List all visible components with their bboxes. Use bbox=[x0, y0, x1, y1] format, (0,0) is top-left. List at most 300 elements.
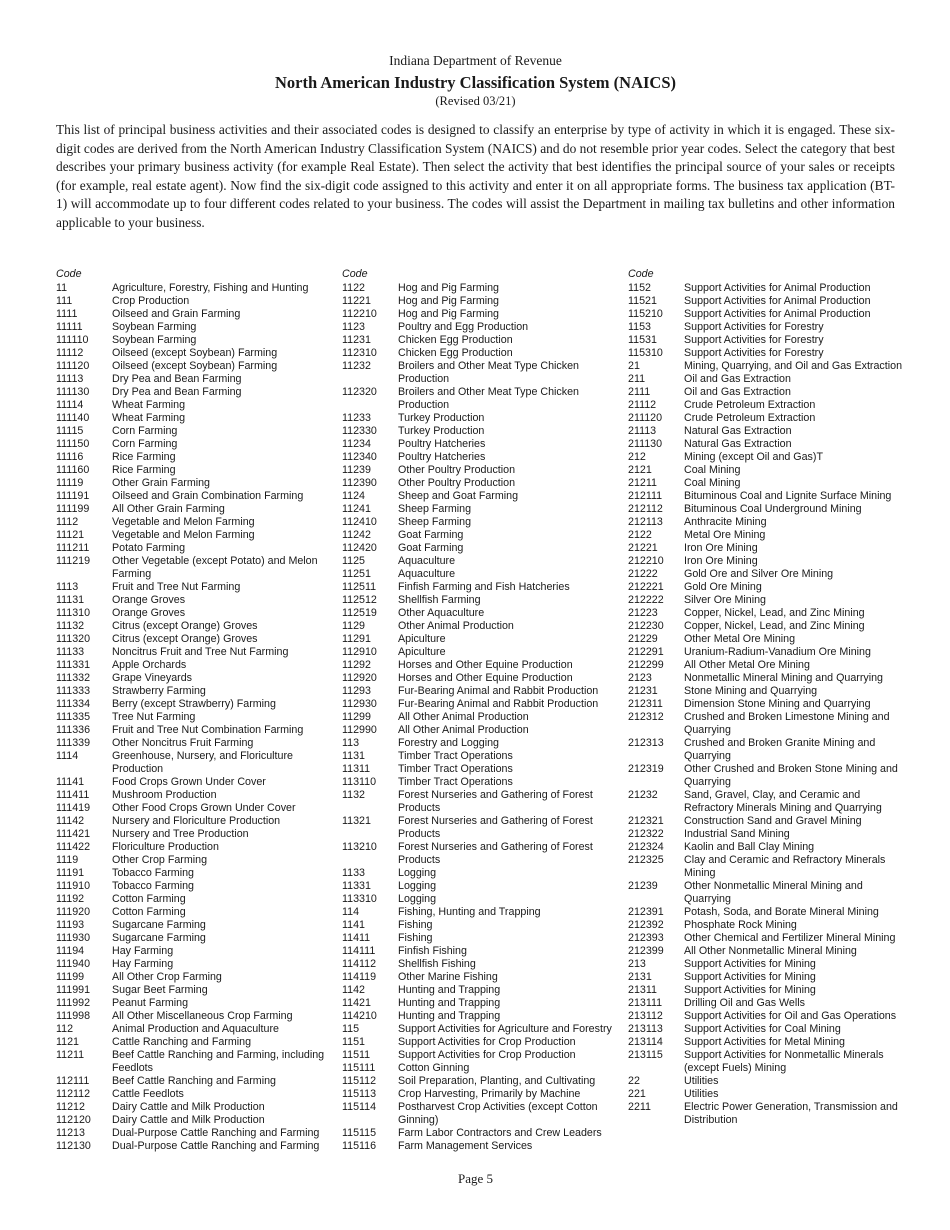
naics-code: 11411 bbox=[342, 932, 371, 944]
industry-description: Industrial Sand Mining bbox=[684, 828, 790, 840]
industry-description: Oil and Gas Extraction bbox=[684, 386, 791, 398]
industry-description: Crop Harvesting, Primarily by Machine bbox=[398, 1088, 581, 1100]
industry-description: Iron Ore Mining bbox=[684, 542, 758, 554]
industry-description: Dimension Stone Mining and Quarrying bbox=[684, 698, 871, 710]
naics-code: 111332 bbox=[56, 672, 91, 684]
industry-description: Dairy Cattle and Milk Production bbox=[112, 1114, 265, 1126]
naics-code: 115116 bbox=[342, 1140, 377, 1152]
industry-description: Food Crops Grown Under Cover bbox=[112, 776, 266, 788]
naics-code: 213 bbox=[628, 958, 646, 970]
code-row bbox=[628, 451, 910, 464]
industry-description: Apiculture bbox=[398, 646, 446, 658]
industry-description: Oilseed and Grain Combination Farming bbox=[112, 490, 304, 502]
industry-description: Nursery and Tree Production bbox=[112, 828, 249, 840]
code-row bbox=[628, 295, 910, 308]
naics-code: 112910 bbox=[342, 646, 377, 658]
naics-code: 112410 bbox=[342, 516, 377, 528]
agency-name: Indiana Department of Revenue bbox=[389, 53, 562, 68]
industry-description: Logging bbox=[398, 880, 437, 892]
industry-description: Support Activities for Coal Mining bbox=[684, 1023, 841, 1035]
code-row bbox=[342, 893, 624, 906]
naics-code: 212392 bbox=[628, 919, 664, 931]
code-row bbox=[628, 386, 910, 399]
naics-code: 11233 bbox=[342, 412, 371, 424]
code-row bbox=[56, 425, 338, 438]
code-row bbox=[628, 919, 910, 932]
industry-description: Orange Groves bbox=[112, 594, 186, 606]
code-row bbox=[342, 503, 624, 516]
industry-description: Soybean Farming bbox=[112, 334, 197, 346]
industry-description: Gold Ore Mining bbox=[684, 581, 762, 593]
code-row bbox=[628, 321, 910, 334]
code-row bbox=[628, 568, 910, 581]
naics-code: 112511 bbox=[342, 581, 377, 593]
code-row bbox=[342, 919, 624, 932]
industry-description: Corn Farming bbox=[112, 425, 178, 437]
code-row bbox=[56, 282, 338, 295]
industry-description: Other Crushed and Broken Stone Mining and Quarrying bbox=[684, 763, 898, 788]
naics-code: 213111 bbox=[628, 997, 663, 1009]
code-row bbox=[342, 958, 624, 971]
naics-code: 1153 bbox=[628, 321, 651, 333]
code-row bbox=[56, 464, 338, 477]
industry-description: Sheep Farming bbox=[398, 516, 472, 528]
industry-description: Aquaculture bbox=[398, 568, 456, 580]
code-row bbox=[628, 711, 910, 737]
column-header-code: Code bbox=[628, 268, 654, 280]
code-row bbox=[56, 724, 338, 737]
code-row bbox=[56, 1023, 338, 1036]
industry-description: Kaolin and Ball Clay Mining bbox=[684, 841, 815, 853]
naics-code: 21232 bbox=[628, 789, 658, 801]
code-row bbox=[342, 997, 624, 1010]
code-row bbox=[628, 854, 910, 880]
code-row bbox=[628, 958, 910, 971]
industry-description: Timber Tract Operations bbox=[398, 776, 513, 788]
code-row bbox=[342, 529, 624, 542]
code-row bbox=[56, 308, 338, 321]
code-row bbox=[56, 646, 338, 659]
naics-code: 21211 bbox=[628, 477, 657, 489]
naics-code: 221 bbox=[628, 1088, 646, 1100]
naics-code: 111160 bbox=[56, 464, 90, 476]
naics-code: 212210 bbox=[628, 555, 664, 567]
industry-description: Vegetable and Melon Farming bbox=[112, 516, 255, 528]
code-row bbox=[342, 386, 624, 412]
industry-description: Other Animal Production bbox=[398, 620, 514, 632]
industry-description: Oil and Gas Extraction bbox=[684, 373, 791, 385]
naics-code: 1123 bbox=[342, 321, 365, 333]
naics-code: 11293 bbox=[342, 685, 371, 697]
naics-code: 11116 bbox=[56, 451, 84, 463]
naics-code: 111419 bbox=[56, 802, 91, 814]
code-row bbox=[628, 1101, 910, 1127]
code-row bbox=[56, 399, 338, 412]
code-row bbox=[628, 516, 910, 529]
industry-description: Other Metal Ore Mining bbox=[684, 633, 796, 645]
code-row bbox=[342, 1075, 624, 1088]
naics-code: 11131 bbox=[56, 594, 85, 606]
naics-code: 114119 bbox=[342, 971, 377, 983]
industry-description: All Other Miscellaneous Crop Farming bbox=[112, 1010, 293, 1022]
naics-code: 11115 bbox=[56, 425, 84, 437]
industry-description: Fruit and Tree Nut Combination Farming bbox=[112, 724, 304, 736]
naics-code: 11194 bbox=[56, 945, 85, 957]
naics-code: 11331 bbox=[342, 880, 371, 892]
code-row bbox=[628, 659, 910, 672]
industry-description: Rice Farming bbox=[112, 464, 176, 476]
intro-paragraph: This list of principal business activities and their associated codes is designed to classify an enterprise by type of activity in which it is engaged. These six-digit codes are derived from the North American Industry Classification System (NAICS) and do not resemble prior year codes. Select the category that best describes your primary business activity (for example Real Estate). Then select the activity that best identifies the principal source of your sales or receipts (for example, real estate agent). Now find the six-digit code assigned to this activity and enter it on all appropriate forms. The business tax application (BT-1) will accommodate up to four different codes related to your business. The codes will assist the Department in mailing tax bulletins and other information applicable to your business. bbox=[56, 122, 895, 230]
naics-code: 212222 bbox=[628, 594, 664, 606]
code-row bbox=[628, 334, 910, 347]
code-row bbox=[56, 1036, 338, 1049]
industry-description: Apiculture bbox=[398, 633, 446, 645]
industry-description: Vegetable and Melon Farming bbox=[112, 529, 255, 541]
naics-code: 111150 bbox=[56, 438, 90, 450]
industry-description: Poultry and Egg Production bbox=[398, 321, 529, 333]
industry-description: Crop Production bbox=[112, 295, 190, 307]
code-row bbox=[342, 425, 624, 438]
industry-description: Dairy Cattle and Milk Production bbox=[112, 1101, 265, 1113]
naics-code: 212113 bbox=[628, 516, 663, 528]
industry-description: Bituminous Coal and Lignite Surface Mining bbox=[684, 490, 892, 502]
naics-code: 1119 bbox=[56, 854, 79, 866]
naics-code: 111310 bbox=[56, 607, 91, 619]
industry-description: Sugarcane Farming bbox=[112, 919, 206, 931]
naics-code: 114111 bbox=[342, 945, 376, 957]
industry-description: Natural Gas Extraction bbox=[684, 438, 792, 450]
naics-code: 112930 bbox=[342, 698, 377, 710]
code-row bbox=[628, 1023, 910, 1036]
naics-code: 1141 bbox=[342, 919, 365, 931]
code-row bbox=[56, 555, 338, 581]
code-row bbox=[56, 945, 338, 958]
naics-code: 213114 bbox=[628, 1036, 663, 1048]
naics-code: 1111 bbox=[56, 308, 78, 320]
code-row bbox=[342, 724, 624, 737]
code-row bbox=[56, 841, 338, 854]
naics-code: 11119 bbox=[56, 477, 84, 489]
naics-code: 111411 bbox=[56, 789, 90, 801]
naics-code: 11213 bbox=[56, 1127, 85, 1139]
naics-code: 111336 bbox=[56, 724, 91, 736]
industry-description: All Other Crop Farming bbox=[112, 971, 222, 983]
code-row bbox=[342, 1088, 624, 1101]
naics-code: 212324 bbox=[628, 841, 664, 853]
code-row bbox=[56, 1075, 338, 1088]
code-row bbox=[628, 880, 910, 906]
naics-code: 211130 bbox=[628, 438, 663, 450]
code-row bbox=[56, 594, 338, 607]
code-row bbox=[56, 1140, 338, 1153]
naics-code: 114112 bbox=[342, 958, 377, 970]
industry-description: Bituminous Coal Underground Mining bbox=[684, 503, 862, 515]
code-row bbox=[56, 802, 338, 815]
naics-code: 111940 bbox=[56, 958, 91, 970]
naics-code: 111140 bbox=[56, 412, 90, 424]
code-row bbox=[628, 425, 910, 438]
industry-description: Drilling Oil and Gas Wells bbox=[684, 997, 805, 1009]
naics-code: 212230 bbox=[628, 620, 664, 632]
industry-description: Cotton Farming bbox=[112, 906, 186, 918]
code-row bbox=[56, 1127, 338, 1140]
code-row bbox=[628, 1036, 910, 1049]
naics-code: 113210 bbox=[342, 841, 377, 853]
code-row bbox=[56, 1049, 338, 1075]
code-row bbox=[56, 516, 338, 529]
industry-description: Grape Vineyards bbox=[112, 672, 193, 684]
industry-description: Noncitrus Fruit and Tree Nut Farming bbox=[112, 646, 289, 658]
naics-code: 212221 bbox=[628, 581, 664, 593]
naics-code: 115310 bbox=[628, 347, 663, 359]
industry-description: Citrus (except Orange) Groves bbox=[112, 620, 258, 632]
code-row bbox=[56, 880, 338, 893]
naics-code: 212112 bbox=[628, 503, 663, 515]
industry-description: Utilities bbox=[684, 1075, 719, 1087]
code-row bbox=[342, 945, 624, 958]
naics-code: 112390 bbox=[342, 477, 377, 489]
code-row bbox=[628, 646, 910, 659]
code-row bbox=[342, 1140, 624, 1153]
naics-code: 11211 bbox=[56, 1049, 85, 1061]
code-row bbox=[342, 620, 624, 633]
code-row bbox=[342, 477, 624, 490]
industry-description: Sheep Farming bbox=[398, 503, 472, 515]
industry-description: Support Activities for Forestry bbox=[684, 347, 824, 359]
industry-description: Farm Labor Contractors and Crew Leaders bbox=[398, 1127, 602, 1139]
naics-code: 113310 bbox=[342, 893, 377, 905]
industry-description: Hog and Pig Farming bbox=[398, 282, 499, 294]
naics-code: 111 bbox=[56, 295, 73, 307]
industry-description: Phosphate Rock Mining bbox=[684, 919, 797, 931]
naics-code: 11242 bbox=[342, 529, 371, 541]
industry-description: Support Activities for Forestry bbox=[684, 334, 824, 346]
code-row bbox=[628, 737, 910, 763]
industry-description: Floriculture Production bbox=[112, 841, 219, 853]
code-row bbox=[628, 1010, 910, 1023]
naics-code: 115113 bbox=[342, 1088, 377, 1100]
naics-code: 211 bbox=[628, 373, 646, 385]
code-row bbox=[628, 763, 910, 789]
code-row bbox=[56, 386, 338, 399]
naics-code: 1121 bbox=[56, 1036, 79, 1048]
code-row bbox=[56, 919, 338, 932]
code-row bbox=[56, 659, 338, 672]
code-row bbox=[56, 542, 338, 555]
code-row bbox=[56, 490, 338, 503]
code-row bbox=[628, 906, 910, 919]
code-row bbox=[56, 620, 338, 633]
naics-code: 111211 bbox=[56, 542, 90, 554]
code-row bbox=[56, 958, 338, 971]
code-row bbox=[342, 789, 624, 815]
code-row bbox=[628, 789, 910, 815]
code-row bbox=[56, 438, 338, 451]
code-row bbox=[628, 542, 910, 555]
naics-code: 11111 bbox=[56, 321, 83, 333]
industry-description: Fishing bbox=[398, 919, 433, 931]
naics-code: 112340 bbox=[342, 451, 377, 463]
code-row bbox=[342, 932, 624, 945]
code-row bbox=[628, 945, 910, 958]
industry-description: Support Activities for Animal Production bbox=[684, 308, 871, 320]
industry-description: Natural Gas Extraction bbox=[684, 425, 792, 437]
industry-description: Other Poultry Production bbox=[398, 477, 516, 489]
code-row bbox=[342, 282, 624, 295]
code-row bbox=[342, 984, 624, 997]
industry-description: Shellfish Farming bbox=[398, 594, 481, 606]
code-row bbox=[56, 607, 338, 620]
industry-description: Support Activities for Animal Production bbox=[684, 282, 871, 294]
code-row bbox=[628, 828, 910, 841]
naics-code: 112210 bbox=[342, 308, 377, 320]
industry-description: Farm Management Services bbox=[398, 1140, 533, 1152]
industry-description: Poultry Hatcheries bbox=[398, 438, 486, 450]
industry-description: Support Activities for Mining bbox=[684, 984, 816, 996]
naics-code: 1113 bbox=[56, 581, 79, 593]
code-row bbox=[628, 698, 910, 711]
code-row bbox=[628, 373, 910, 386]
code-row bbox=[628, 633, 910, 646]
naics-code: 11299 bbox=[342, 711, 371, 723]
industry-description: Crushed and Broken Granite Mining and Quarrying bbox=[684, 737, 876, 762]
industry-description: Cattle Ranching and Farming bbox=[112, 1036, 252, 1048]
industry-description: Chicken Egg Production bbox=[398, 347, 513, 359]
naics-code: 21223 bbox=[628, 607, 658, 619]
industry-description: Stone Mining and Quarrying bbox=[684, 685, 818, 697]
code-row bbox=[342, 568, 624, 581]
industry-description: Cattle Feedlots bbox=[112, 1088, 184, 1100]
industry-description: Wheat Farming bbox=[112, 399, 186, 411]
code-row bbox=[628, 581, 910, 594]
industry-description: Animal Production and Aquaculture bbox=[112, 1023, 279, 1035]
naics-code: 111339 bbox=[56, 737, 91, 749]
code-row bbox=[628, 412, 910, 425]
code-row bbox=[56, 672, 338, 685]
code-row bbox=[342, 334, 624, 347]
industry-description: Chicken Egg Production bbox=[398, 334, 513, 346]
naics-code: 112519 bbox=[342, 607, 377, 619]
naics-code: 11251 bbox=[342, 568, 371, 580]
code-row bbox=[342, 490, 624, 503]
industry-description: Other Noncitrus Fruit Farming bbox=[112, 737, 254, 749]
industry-description: Forest Nurseries and Gathering of Forest Products bbox=[398, 789, 593, 814]
document-page bbox=[56, 0, 903, 1230]
industry-description: Mining, Quarrying, and Oil and Gas Extraction bbox=[684, 360, 903, 372]
code-row bbox=[56, 854, 338, 867]
naics-code: 11511 bbox=[342, 1049, 371, 1061]
code-row bbox=[342, 776, 624, 789]
industry-description: Dual-Purpose Cattle Ranching and Farming bbox=[112, 1127, 320, 1139]
code-row bbox=[342, 1062, 624, 1075]
naics-code: 212312 bbox=[628, 711, 664, 723]
industry-description: Citrus (except Orange) Groves bbox=[112, 633, 258, 645]
industry-description: Cotton Farming bbox=[112, 893, 186, 905]
code-row bbox=[628, 607, 910, 620]
industry-description: Timber Tract Operations bbox=[398, 750, 513, 762]
naics-code: 11521 bbox=[628, 295, 657, 307]
naics-code: 112512 bbox=[342, 594, 377, 606]
code-row bbox=[342, 750, 624, 763]
naics-code: 111130 bbox=[56, 386, 90, 398]
code-row bbox=[56, 334, 338, 347]
naics-code: 21221 bbox=[628, 542, 658, 554]
naics-code: 11199 bbox=[56, 971, 85, 983]
industry-description: Hay Farming bbox=[112, 958, 174, 970]
industry-description: Forestry and Logging bbox=[398, 737, 499, 749]
industry-description: Sand, Gravel, Clay, and Ceramic and Refractory Minerals Mining and Quarrying bbox=[684, 789, 882, 814]
naics-code: 22 bbox=[628, 1075, 640, 1087]
industry-description: Other Vegetable (except Potato) and Melon Farming bbox=[112, 555, 318, 580]
industry-description: Other Grain Farming bbox=[112, 477, 210, 489]
code-row bbox=[56, 984, 338, 997]
naics-code: 11321 bbox=[342, 815, 371, 827]
code-row bbox=[342, 906, 624, 919]
industry-description: Other Nonmetallic Mineral Mining and Quarrying bbox=[684, 880, 863, 905]
industry-description: Uranium-Radium-Vanadium Ore Mining bbox=[684, 646, 871, 658]
naics-code: 11221 bbox=[342, 295, 371, 307]
industry-description: Broilers and Other Meat Type Chicken Production bbox=[398, 386, 579, 411]
code-row bbox=[628, 438, 910, 451]
industry-description: Wheat Farming bbox=[112, 412, 186, 424]
naics-code: 2121 bbox=[628, 464, 652, 476]
industry-description: Nursery and Floriculture Production bbox=[112, 815, 281, 827]
code-row bbox=[56, 932, 338, 945]
naics-code: 1124 bbox=[342, 490, 365, 502]
code-row bbox=[342, 815, 624, 841]
industry-description: Tobacco Farming bbox=[112, 867, 194, 879]
naics-code: 21229 bbox=[628, 633, 658, 645]
industry-description: Aquaculture bbox=[398, 555, 456, 567]
industry-description: Crude Petroleum Extraction bbox=[684, 399, 816, 411]
code-row bbox=[628, 347, 910, 360]
industry-description: Horses and Other Equine Production bbox=[398, 672, 573, 684]
industry-description: Goat Farming bbox=[398, 542, 464, 554]
naics-code: 1122 bbox=[342, 282, 365, 294]
industry-description: Hog and Pig Farming bbox=[398, 295, 499, 307]
naics-code: 1142 bbox=[342, 984, 365, 996]
naics-code: 11113 bbox=[56, 373, 84, 385]
naics-code: 111219 bbox=[56, 555, 91, 567]
industry-description: Berry (except Strawberry) Farming bbox=[112, 698, 276, 710]
code-row bbox=[342, 685, 624, 698]
code-row bbox=[628, 932, 910, 945]
naics-code: 1112 bbox=[56, 516, 79, 528]
code-row bbox=[342, 880, 624, 893]
industry-description: Broilers and Other Meat Type Chicken Production bbox=[398, 360, 579, 385]
code-row bbox=[628, 399, 910, 412]
code-row bbox=[56, 503, 338, 516]
industry-description: All Other Nonmetallic Mineral Mining bbox=[684, 945, 857, 957]
naics-code: 2211 bbox=[628, 1101, 651, 1113]
industry-description: Metal Ore Mining bbox=[684, 529, 766, 541]
code-row bbox=[342, 763, 624, 776]
industry-description: Finfish Fishing bbox=[398, 945, 467, 957]
page-number: Page 5 bbox=[457, 1171, 494, 1186]
naics-code: 111910 bbox=[56, 880, 91, 892]
code-row bbox=[628, 685, 910, 698]
industry-description: Greenhouse, Nursery, and Floriculture Production bbox=[112, 750, 293, 775]
code-row bbox=[342, 1101, 624, 1127]
naics-code: 111335 bbox=[56, 711, 91, 723]
code-row bbox=[56, 867, 338, 880]
industry-description: Hunting and Trapping bbox=[398, 1010, 501, 1022]
naics-code: 111422 bbox=[56, 841, 91, 853]
code-row bbox=[342, 607, 624, 620]
industry-description: Silver Ore Mining bbox=[684, 594, 766, 606]
code-row bbox=[342, 1036, 624, 1049]
naics-code: 212325 bbox=[628, 854, 664, 866]
